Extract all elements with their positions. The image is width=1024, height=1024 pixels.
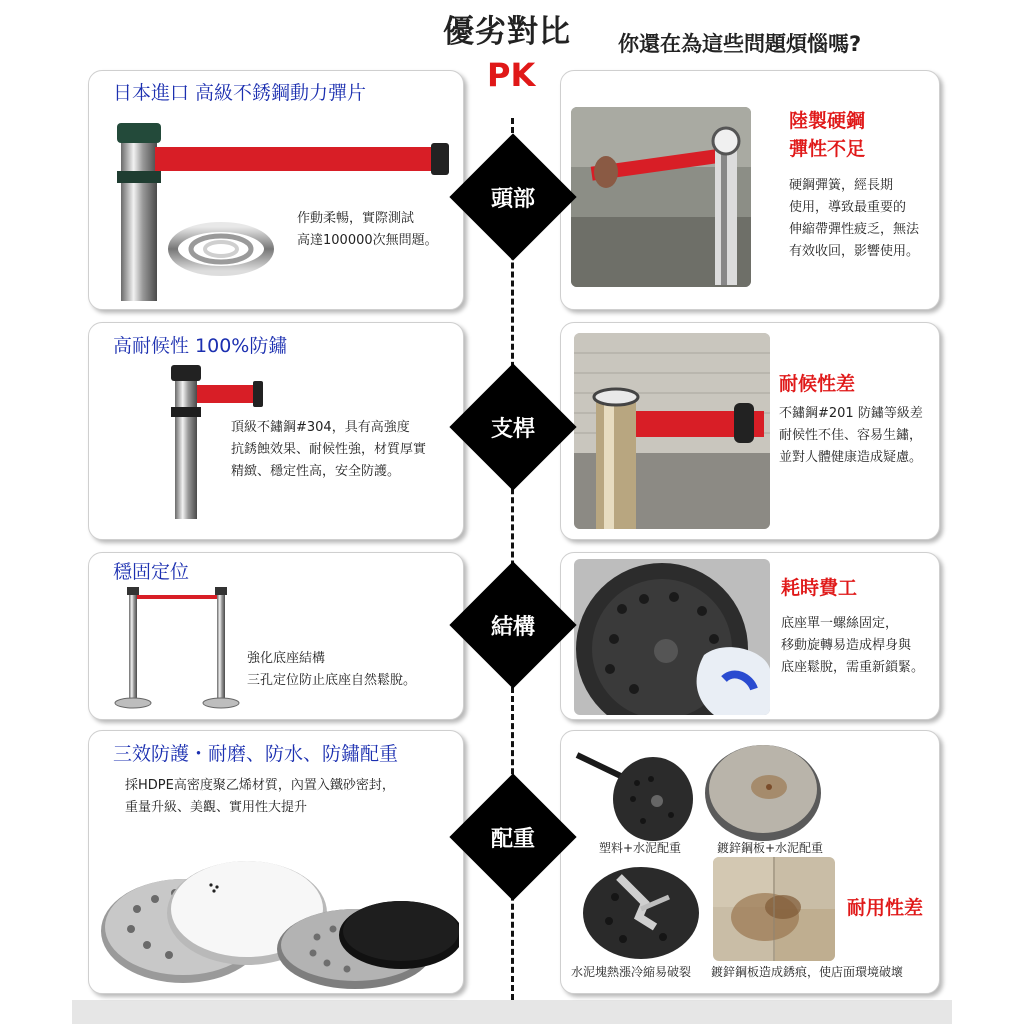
good-text-head: 作動柔暢，實際測試 高達100000次無問題。	[297, 211, 438, 248]
bad-text-structure: 底座單一螺絲固定， 移動旋轉易造成桿身與 底座鬆脫，需重新鎖緊。	[781, 616, 925, 675]
old-spring-head-photo	[571, 107, 751, 287]
page-subtitle: 你還在為這些問題煩惱嗎?	[618, 32, 862, 56]
bad-text-head: 硬鋼彈簧，經長期 使用，導致最重要的 伸縮帶彈性疲乏，無法 有效收回，影響使用。	[789, 178, 920, 259]
pk-label: PK	[487, 56, 536, 94]
caption-rust-stain: 鍍鋅鋼板造成銹痕，使店面環境破壞	[711, 965, 904, 979]
bad-title-weight: 耐用性差	[847, 897, 924, 919]
good-text-pole: 頂級不鏽鋼#304，具有高強度 抗銹蝕效果、耐候性強，材質厚實 精緻、穩定性高，安全防護。	[231, 420, 427, 479]
caption-cracked-cement: 水泥塊熱漲冷縮易破裂	[571, 965, 692, 979]
hdpe-weight-plates-image	[97, 829, 459, 989]
label-structure: 結構	[490, 615, 535, 640]
good-text-structure: 強化底座結構 三孔定位防止底座自然鬆脫。	[247, 651, 417, 688]
bad-text-pole: 不鏽鋼#201 防鏽等級差 耐候性不佳、容易生鏽， 並對人體健康造成疑慮。	[779, 406, 923, 465]
rust-stain-floor-photo	[713, 857, 835, 961]
label-pole: 支桿	[490, 417, 535, 442]
good-card-pole	[88, 322, 464, 540]
cracked-cement-weight-photo	[579, 857, 701, 961]
label-head: 頭部	[490, 187, 535, 212]
bad-card-head	[560, 70, 940, 310]
caption-galvanized-cement: 鍍鋅鋼板+水泥配重	[717, 841, 824, 855]
footer-band	[72, 1000, 952, 1024]
bad-card-pole	[560, 322, 940, 540]
barrier-pair-image	[111, 583, 251, 713]
page-title: 優劣對比	[443, 14, 571, 50]
rusty-pole-photo	[574, 333, 770, 529]
good-text-weight: 採HDPE高密度聚乙烯材質，內置入鐵砂密封， 重量升級、美觀、實用性大提升	[125, 778, 395, 815]
caption-plastic-cement: 塑料+水泥配重	[599, 841, 682, 855]
bad-card-structure	[560, 552, 940, 720]
label-weight: 配重	[490, 827, 535, 852]
plastic-cement-weight-photo	[573, 739, 693, 843]
bad-title-structure: 耗時費工	[781, 577, 858, 599]
bad-title-pole: 耐候性差	[779, 373, 856, 395]
good-card-head	[88, 70, 464, 310]
single-screw-base-photo	[574, 559, 770, 715]
good-title-pole: 高耐候性 100%防鏽	[113, 335, 288, 357]
retractable-post-head-image	[109, 111, 454, 301]
good-card-weight	[88, 730, 464, 994]
good-card-structure	[88, 552, 464, 720]
good-title-head: 日本進口 高級不銹鋼動力彈片	[113, 82, 367, 104]
good-title-structure: 穩固定位	[113, 561, 190, 583]
galvanized-cement-weight-photo	[703, 739, 823, 843]
bad-title-head: 陸製硬鋼 彈性不足	[789, 110, 866, 160]
good-title-weight: 三效防護・耐磨、防水、防鏽配重	[113, 743, 399, 765]
bad-card-weight	[560, 730, 940, 994]
